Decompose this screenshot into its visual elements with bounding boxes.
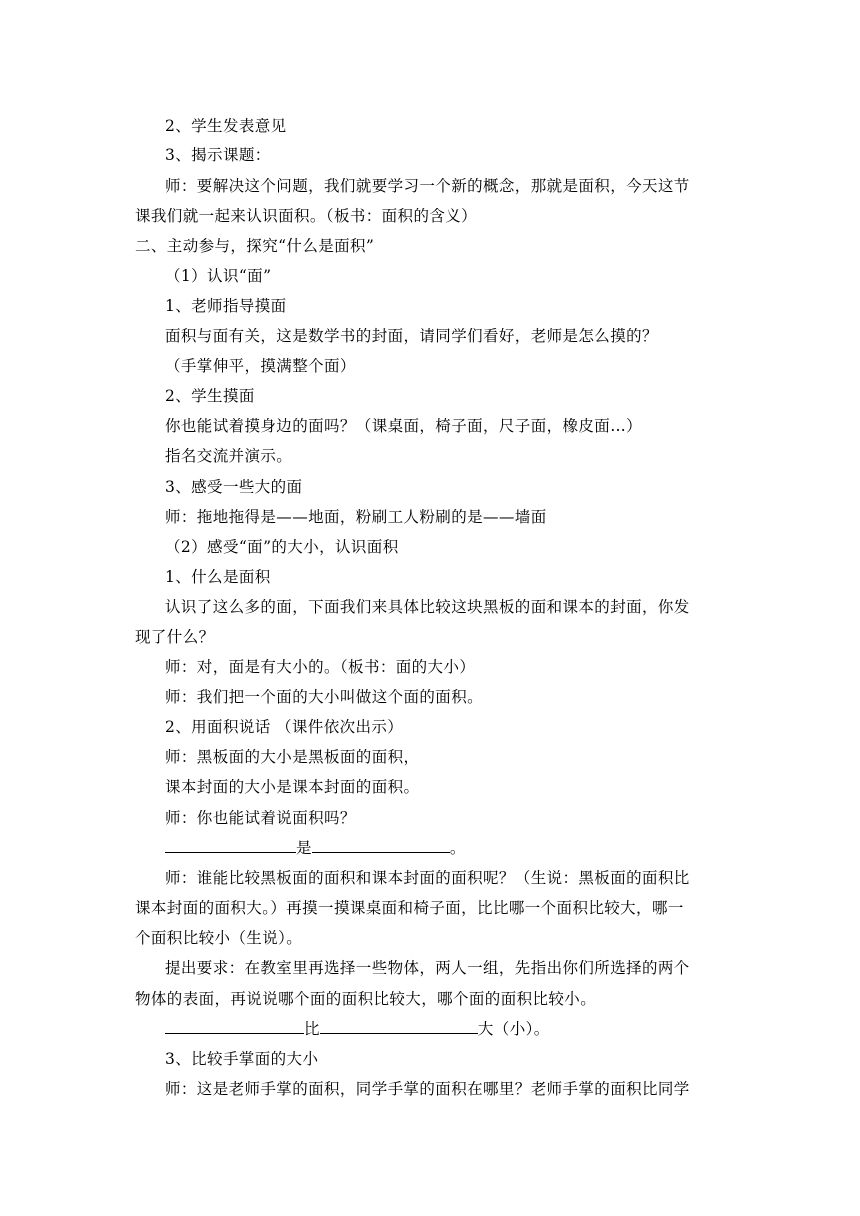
text-line: 课本封面的大小是课本封面的面积。 bbox=[165, 778, 420, 796]
text-line: 课我们就一起来认识面积。（板书：面积的含义） bbox=[135, 207, 478, 225]
section-heading: 二、主动参与，探究“什么是面积” bbox=[135, 237, 375, 255]
text-line: 师：我们把一个面的大小叫做这个面的面积。 bbox=[165, 688, 484, 706]
connector-text: 比 bbox=[304, 1020, 320, 1038]
text-line: 现了什么？ bbox=[135, 628, 215, 646]
text-line: 师：谁能比较黑板面的面积和课本封面的面积呢？（生说：黑板面的面积比 bbox=[165, 869, 690, 887]
text-line: 2、用面积说话 （课件依次出示） bbox=[165, 718, 404, 736]
fill-in-blank bbox=[320, 1019, 478, 1034]
fill-in-blank bbox=[165, 1019, 304, 1034]
text-line: 3、比较手掌面的大小 bbox=[165, 1050, 319, 1068]
fill-in-line bbox=[165, 1019, 550, 1039]
text-line: 师：这是老师手掌的面积，同学手掌的面积在哪里？老师手掌的面积比同学 bbox=[165, 1080, 690, 1098]
connector-text: 是 bbox=[296, 839, 312, 857]
text-line: 2、学生发表意见 bbox=[165, 117, 287, 135]
text-line: 师：要解决这个问题，我们就要学习一个新的概念，那就是面积，今天这节 bbox=[165, 177, 690, 195]
text-line: 物体的表面，再说说哪个面的面积比较大，哪个面的面积比较小。 bbox=[135, 990, 597, 1008]
subsection-heading: （1）认识“面” bbox=[165, 267, 272, 285]
text-line: 认识了这么多的面，下面我们来具体比较这块黑板的面和课本的封面，你发 bbox=[165, 598, 690, 616]
text-line: 师：黑板面的大小是黑板面的面积， bbox=[165, 748, 420, 766]
text-line: 你也能试着摸身边的面吗？（课桌面，椅子面，尺子面，橡皮面…） bbox=[165, 417, 643, 435]
text-line: 指名交流并演示。 bbox=[165, 447, 293, 465]
text-line: 课本封面的面积大。）再摸一摸课桌面和椅子面，比比哪一个面积比较大，哪一 bbox=[135, 899, 684, 917]
text-line: 师：拖地拖得是——地面，粉刷工人粉刷的是——墙面 bbox=[165, 508, 547, 526]
subsection-heading: （2）感受“面”的大小，认识面积 bbox=[165, 538, 399, 556]
text-line: （手掌伸平，摸满整个面） bbox=[165, 357, 356, 375]
text-line: 提出要求：在教室里再选择一些物体，两人一组，先指出你们所选择的两个 bbox=[165, 959, 690, 977]
text-line: 师：你也能试着说面积吗？ bbox=[165, 809, 356, 827]
text-line: 个面积比较小（生说）。 bbox=[135, 929, 303, 947]
fill-in-blank bbox=[165, 838, 296, 853]
text-line: 面积与面有关，这是数学书的封面，请同学们看好，老师是怎么摸的？ bbox=[165, 327, 658, 345]
text-line: 3、感受一些大的面 bbox=[165, 478, 303, 496]
punctuation-text: 。 bbox=[449, 839, 466, 857]
text-line: 2、学生摸面 bbox=[165, 387, 255, 405]
fill-in-line bbox=[165, 838, 466, 858]
fill-in-blank bbox=[312, 838, 450, 853]
text-line: 1、什么是面积 bbox=[165, 568, 271, 586]
connector-text: 大（小）。 bbox=[477, 1020, 550, 1038]
text-line: 师：对，面是有大小的。（板书：面的大小） bbox=[165, 658, 476, 676]
text-line: 3、揭示课题： bbox=[165, 146, 271, 164]
text-line: 1、老师指导摸面 bbox=[165, 297, 287, 315]
